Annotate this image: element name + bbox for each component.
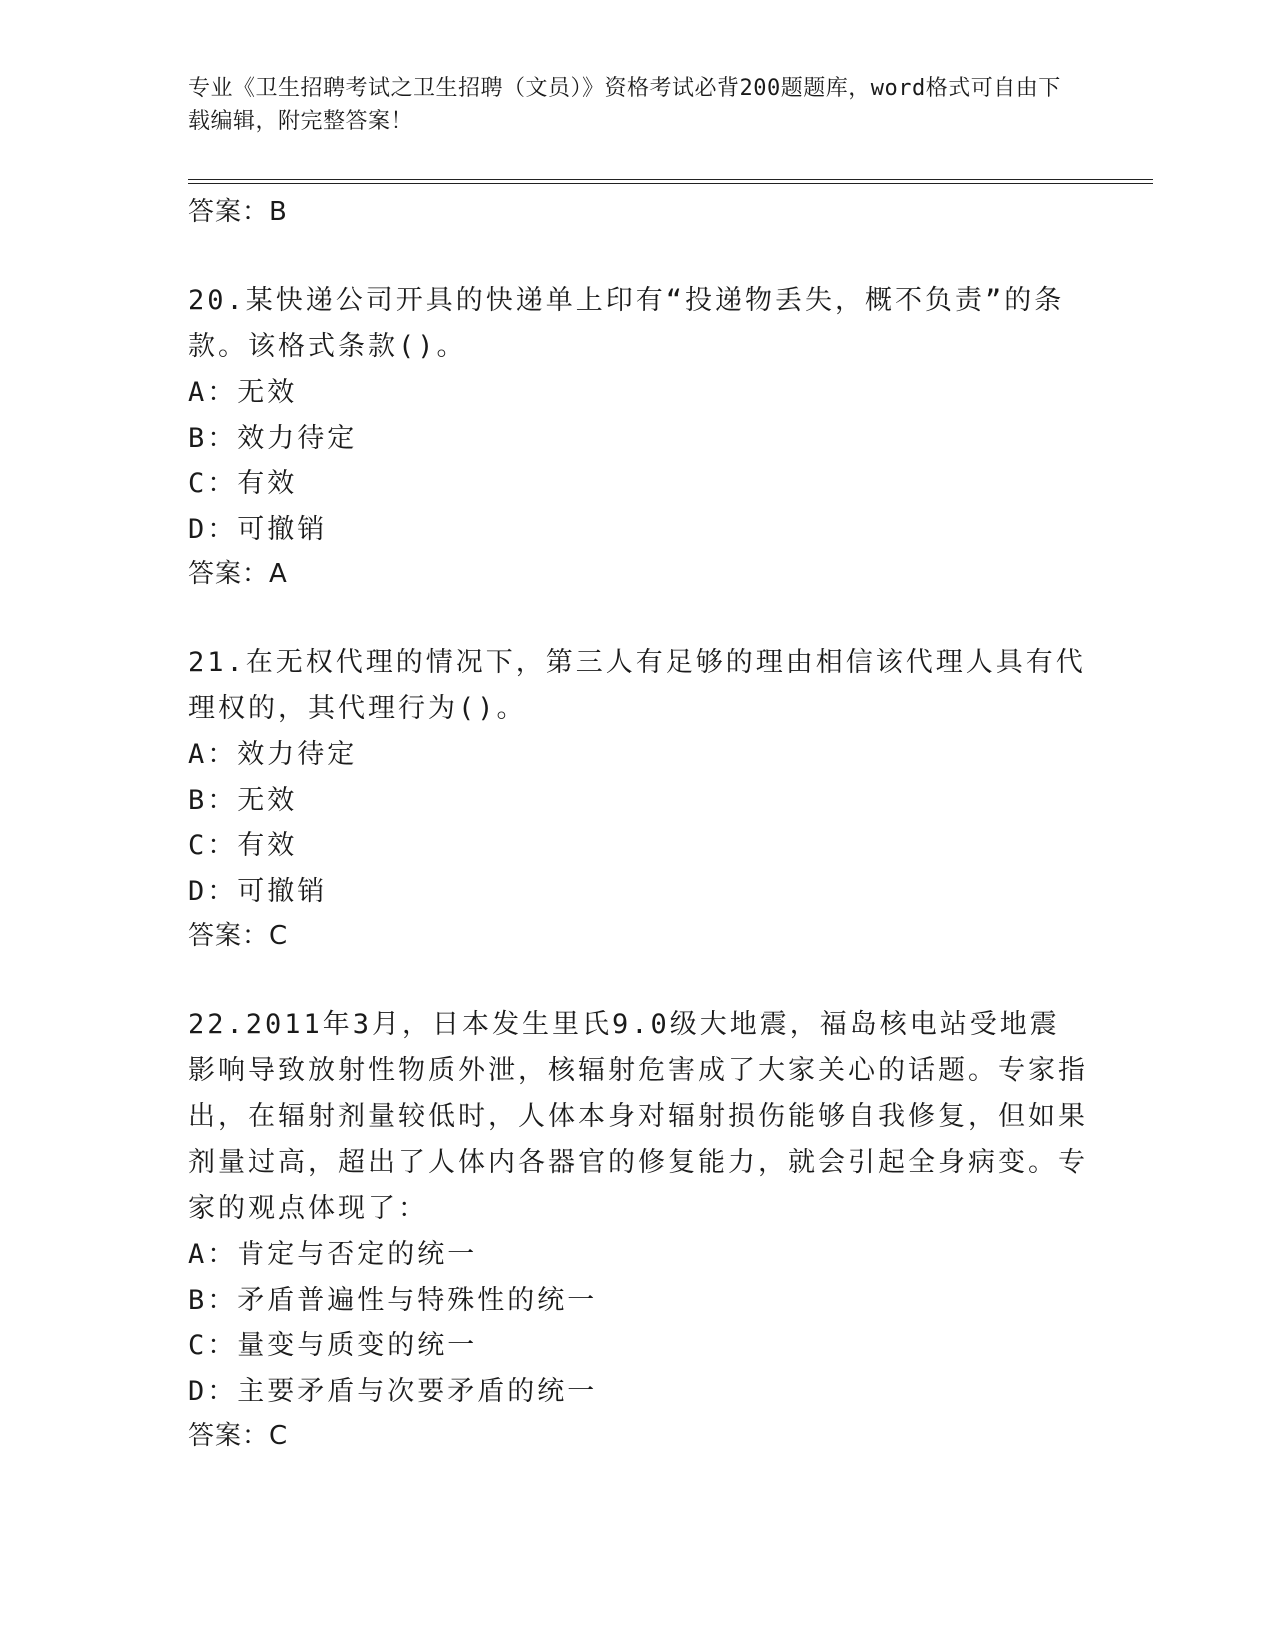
question-item — [188, 278, 1088, 596]
option-d: D：可撤销 — [188, 513, 328, 545]
previous-answer: 答案：B — [188, 197, 288, 227]
option-b: B：矛盾普遍性与特殊性的统一 — [188, 1284, 598, 1316]
option-d: D：主要矛盾与次要矛盾的统一 — [188, 1375, 598, 1407]
option-c: C：有效 — [188, 468, 298, 499]
option-b: B：效力待定 — [188, 422, 358, 454]
option-a: A：无效 — [188, 377, 298, 408]
question-text: 22.2011年3月，日本发生里氏9.0级大地震，福岛核电站受地震影响导致放射性物质外泄，核辐射危害成了大家关心的话题。专家指出，在辐射剂量较低时，人体本身对辐射损伤能够自我修复，但如果剂量过高，超出了人体内各器官的修复能力，就会引起全身病变。专家的观点体现了： — [188, 1009, 1088, 1224]
option-d: D：可撤销 — [188, 875, 328, 907]
question-list — [188, 190, 1088, 1458]
option-a: A：肯定与否定的统一 — [188, 1239, 478, 1270]
header-divider-top — [188, 179, 1153, 180]
document-header: 专业《卫生招聘考试之卫生招聘（文员）》资格考试必背200题题库，word格式可自由下载编辑，附完整答案！ — [188, 76, 1061, 134]
header-divider-bottom — [188, 183, 1153, 184]
question-text: 20.某快递公司开具的快递单上印有“投递物丢失，概不负责”的条款。该格式条款()。 — [188, 285, 1065, 362]
option-c: C：量变与质变的统一 — [188, 1330, 478, 1361]
question-item — [188, 640, 1088, 958]
option-a: A：效力待定 — [188, 739, 358, 770]
question-answer: 答案：C — [188, 921, 289, 951]
question-answer: 答案：C — [188, 1421, 289, 1451]
question-text: 21.在无权代理的情况下，第三人有足够的理由相信该代理人具有代理权的，其代理行为()。 — [188, 647, 1086, 724]
question-item — [188, 1002, 1088, 1458]
option-b: B：无效 — [188, 784, 298, 816]
question-answer: 答案：A — [188, 559, 288, 589]
option-c: C：有效 — [188, 830, 298, 861]
